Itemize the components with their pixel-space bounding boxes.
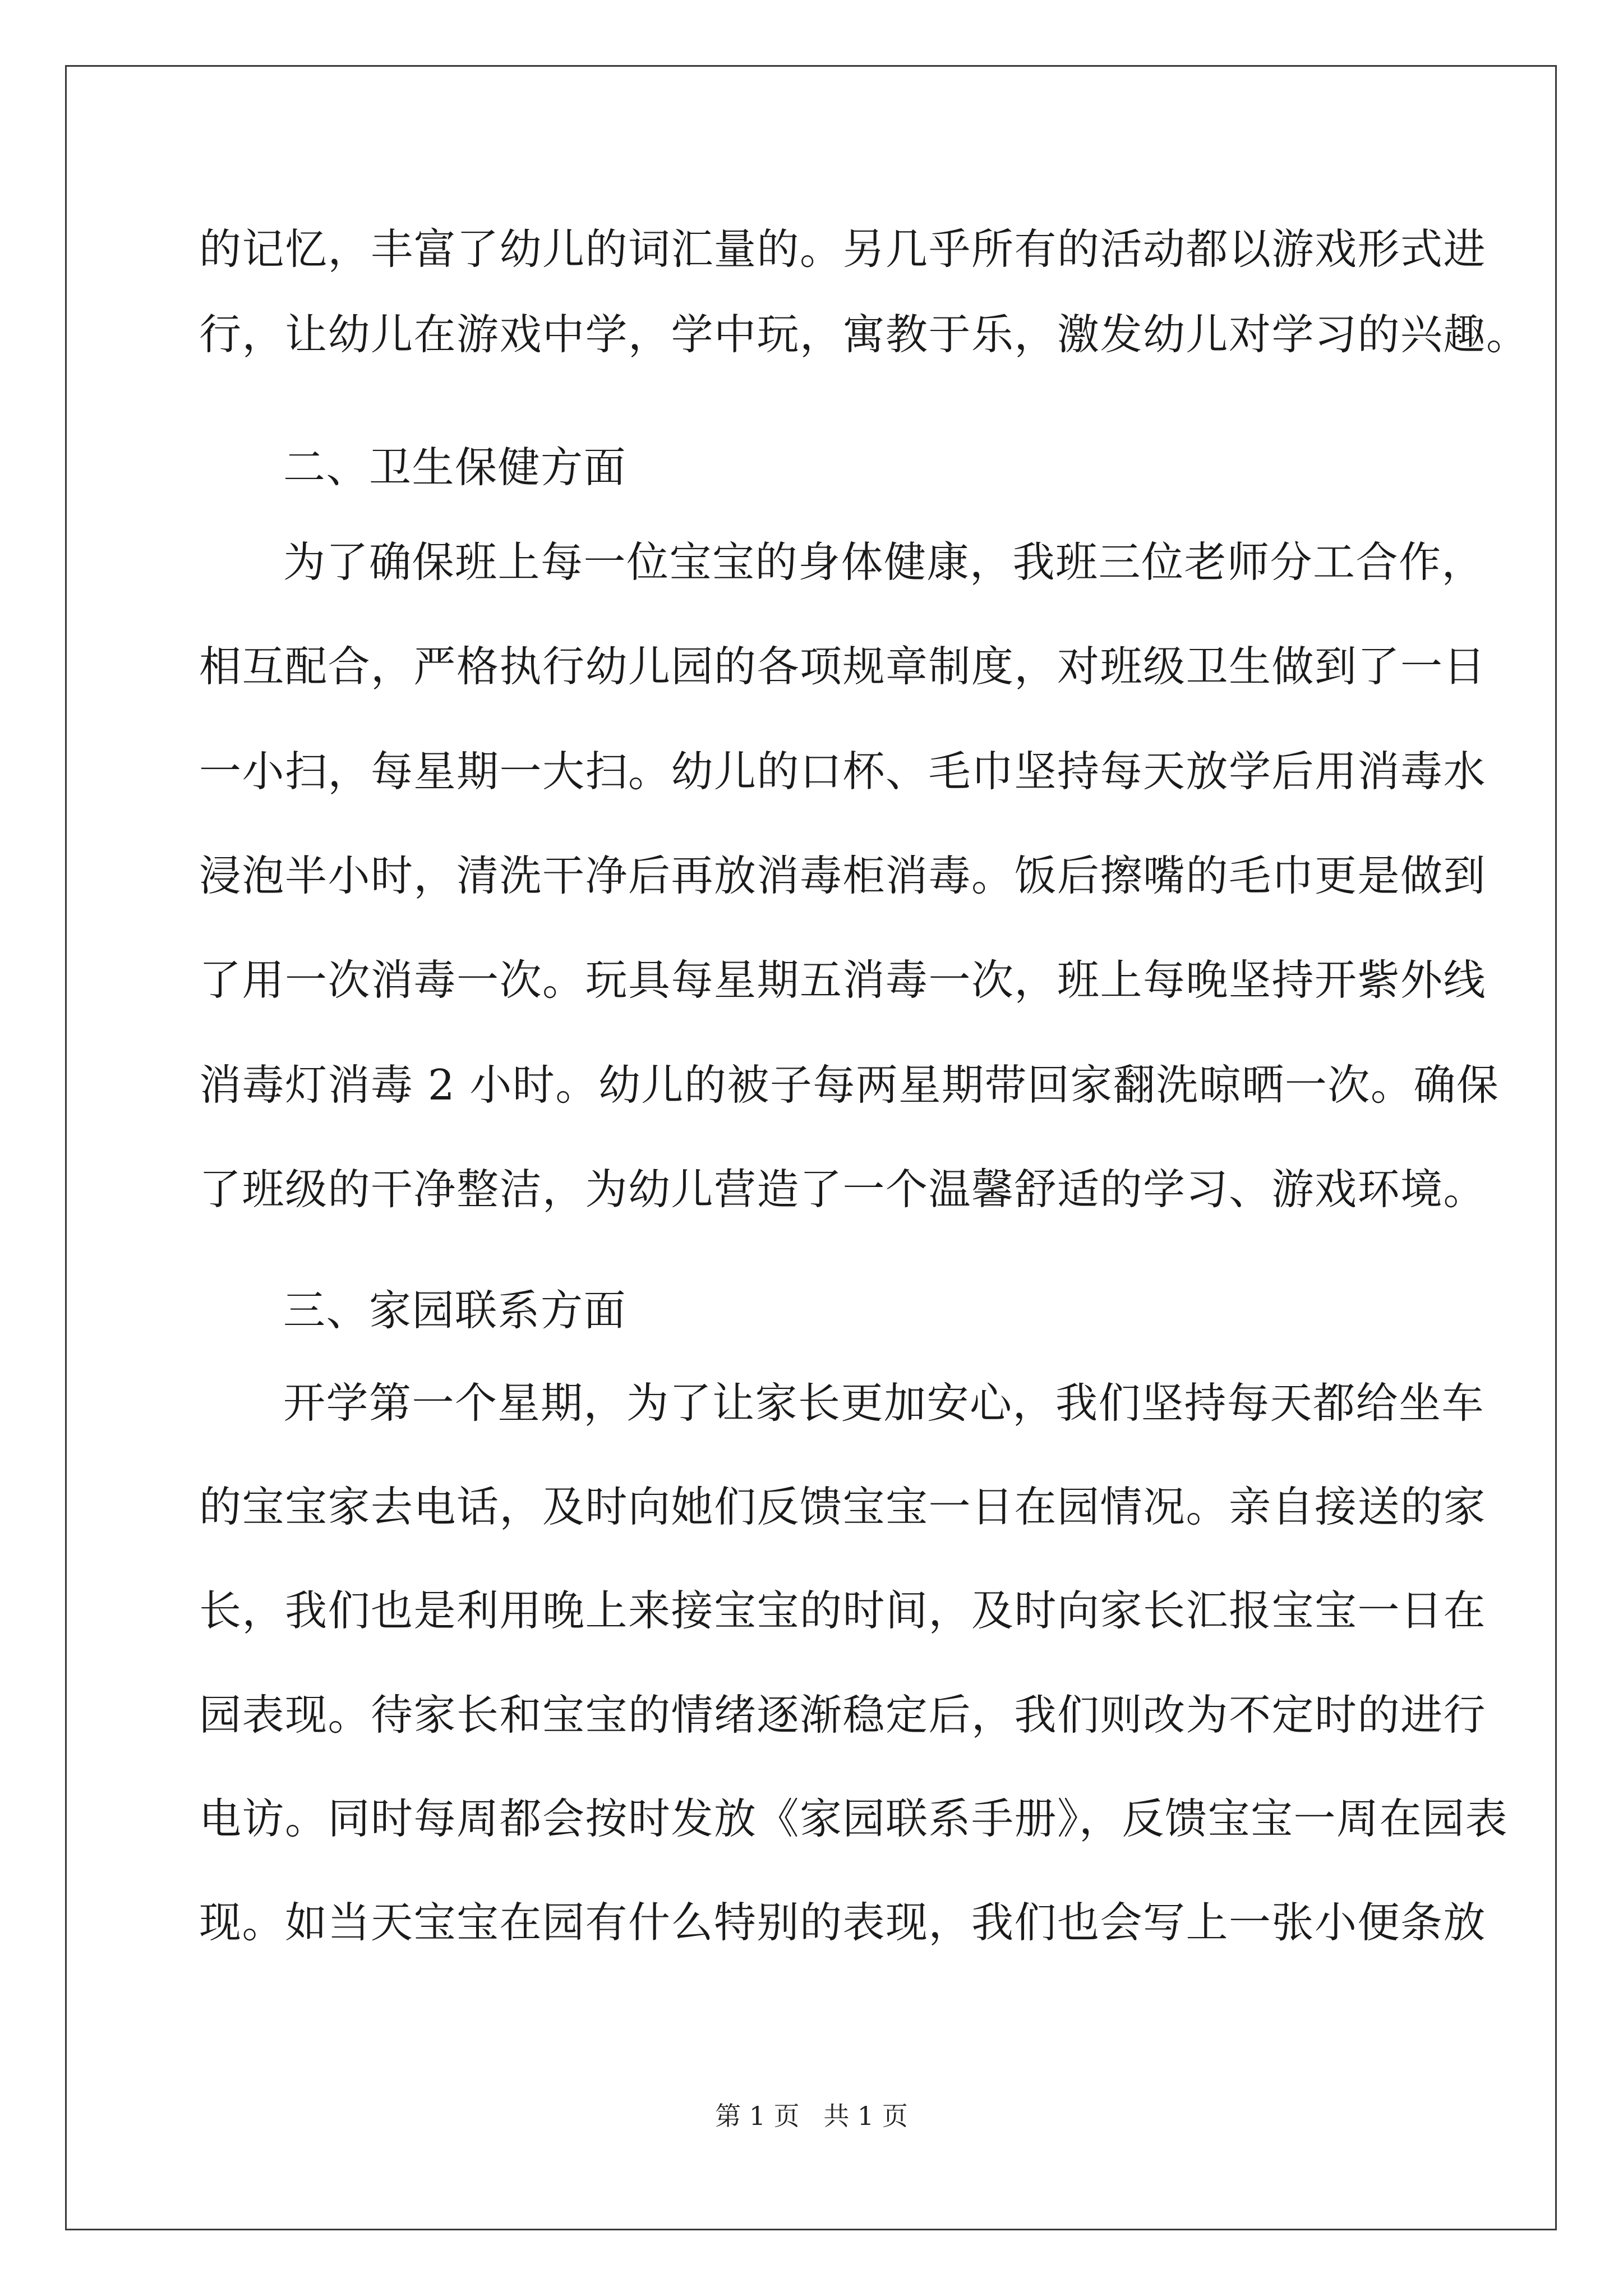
page-total: 共 1 页 — [823, 2101, 908, 2131]
text-line: 开学第一个星期，为了让家长更加安心，我们坚持每天都给坐车 — [283, 1378, 1485, 1428]
text-line: 的记忆，丰富了幼儿的词汇量的。另几乎所有的活动都以游戏形式进 — [199, 224, 1487, 274]
text-line: 电访。同时每周都会按时发放《家园联系手册》，反馈宝宝一周在园表 — [199, 1794, 1509, 1843]
text-line: 园表现。待家长和宝宝的情绪逐渐稳定后，我们则改为不定时的进行 — [199, 1690, 1487, 1740]
text-line: 一小扫，每星期一大扫。幼儿的口杯、毛巾坚持每天放学后用消毒水 — [199, 747, 1487, 796]
page-footer — [0, 2099, 1623, 2133]
text-line: 长，我们也是利用晚上来接宝宝的时间，及时向家长汇报宝宝一日在 — [199, 1586, 1487, 1635]
text-line: 消毒灯消毒 2 小时。幼儿的被子每两星期带回家翻洗晾晒一次。确保 — [199, 1060, 1500, 1110]
text-line: 相互配合，严格执行幼儿园的各项规章制度，对班级卫生做到了一日 — [199, 642, 1487, 691]
text-line: 为了确保班上每一位宝宝的身体健康，我班三位老师分工合作， — [283, 537, 1485, 587]
text-line: 浸泡半小时，清洗干净后再放消毒柜消毒。饭后擦嘴的毛巾更是做到 — [199, 851, 1487, 900]
text-line: 了班级的干净整洁，为幼儿营造了一个温馨舒适的学习、游戏环境。 — [199, 1165, 1487, 1214]
section-heading: 二、卫生保健方面 — [283, 443, 627, 492]
text-line: 了用一次消毒一次。玩具每星期五消毒一次，班上每晚坚持开紫外线 — [199, 955, 1487, 1005]
text-line: 的宝宝家去电话，及时向她们反馈宝宝一日在园情况。亲自接送的家 — [199, 1482, 1487, 1531]
section-heading: 三、家园联系方面 — [283, 1286, 627, 1335]
text-line: 现。如当天宝宝在园有什么特别的表现，我们也会写上一张小便条放 — [199, 1898, 1487, 1947]
text-line: 行，让幼儿在游戏中学，学中玩，寓教于乐，激发幼儿对学习的兴趣。 — [199, 310, 1529, 359]
page-number: 第 1 页 — [715, 2101, 800, 2131]
